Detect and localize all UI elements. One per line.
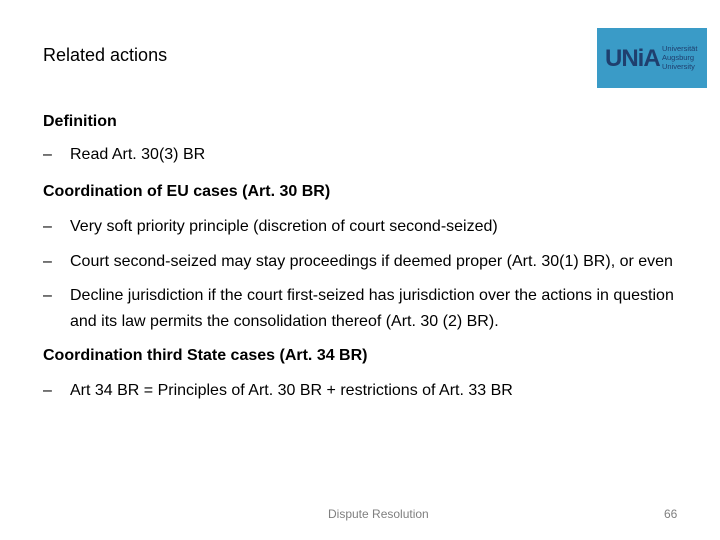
bullet-item	[43, 249, 683, 275]
logo-line-3: University	[662, 62, 695, 71]
logo-mark: UNiA	[605, 45, 660, 72]
bullet-item	[43, 378, 683, 404]
bullet-text: Court second-seized may stay proceedings if deemed proper (Art. 30(1) BR), or even	[70, 253, 673, 270]
section-heading-eu-cases: Coordination of EU cases (Art. 30 BR)	[43, 183, 331, 200]
bullet-text: Decline jurisdiction if the court first-seized has jurisdiction over the actions in question and its law permits the consolidation thereof (Art. 30 (2) BR).	[70, 287, 674, 330]
university-logo	[597, 28, 707, 88]
bullet-dash: –	[43, 287, 52, 304]
bullet-item	[43, 283, 683, 335]
bullet-dash: –	[43, 146, 52, 163]
page-number: 66	[664, 507, 678, 521]
bullet-item	[43, 142, 683, 168]
logo-line-1: Universität	[662, 44, 698, 53]
slide-content	[43, 112, 683, 404]
bullet-text: Art 34 BR = Principles of Art. 30 BR + restrictions of Art. 33 BR	[70, 382, 513, 399]
section-heading-definition: Definition	[43, 113, 117, 130]
footer-title: Dispute Resolution	[328, 507, 429, 521]
slide-title: Related actions	[43, 45, 168, 65]
section-heading-third-state: Coordination third State cases (Art. 34 BR)	[43, 347, 368, 364]
bullet-dash: –	[43, 218, 52, 235]
bullet-item	[43, 214, 683, 240]
bullet-text: Very soft priority principle (discretion of court second-seized)	[70, 218, 498, 235]
bullet-text: Read Art. 30(3) BR	[70, 146, 206, 163]
bullet-dash: –	[43, 382, 52, 399]
logo-line-2: Augsburg	[662, 53, 695, 62]
bullet-dash: –	[43, 253, 52, 270]
